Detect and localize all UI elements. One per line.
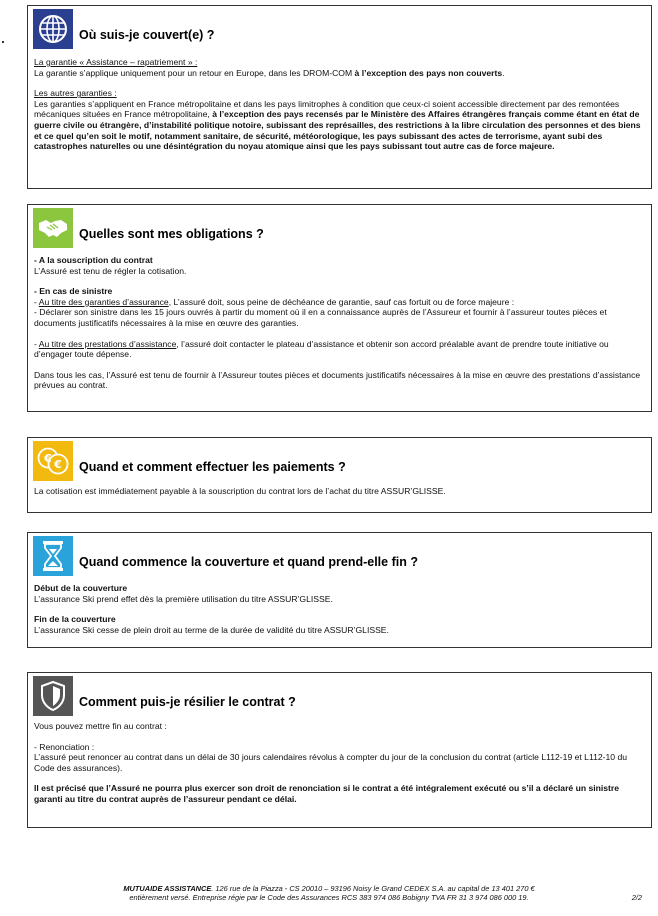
obligations-heading-1: - A la souscription du contrat — [34, 255, 153, 265]
period-heading-1: Début de la couverture — [34, 583, 128, 593]
cancel-section — [27, 672, 652, 828]
text-underlined: Au titre des prestations d’assistance — [38, 338, 177, 349]
text: Les garanties s’appliquent en France métropolitaine et dans les pays limitrophes à condition que ceux-ci soient accessible directement par des remontées mécaniques situées en France métropolitaine, — [34, 98, 620, 120]
cancel-header — [33, 676, 645, 716]
obligations-title: Quelles sont mes obligations ? — [79, 226, 264, 241]
coverage-header — [33, 9, 645, 49]
obligations-header — [33, 208, 645, 248]
shield-icon — [33, 676, 73, 716]
footer — [0, 884, 658, 903]
obligations-line-2: - Déclarer son sinistre dans les 15 jours ouvrés à partir du moment où il en a connaissance auprès de l’Assureur et fournir à l’assureur toutes pièces et documents justificatifs nécessaires à la mise en œuvre des garanties. — [34, 307, 607, 328]
text-bold: à l’exception des pays non couverts — [354, 67, 503, 78]
globe-icon — [33, 9, 73, 49]
euro-coins-icon — [33, 441, 73, 481]
text: , l’assuré doit contacter le plateau d’assistance et obtenir son accord préalable avant de prendre toute initiative ou d’engager toute dépense. — [34, 338, 609, 360]
text: - — [34, 338, 39, 349]
svg-text:€: € — [44, 452, 52, 465]
period-paragraph-1: L’assurance Ski prend effet dès la première utilisation du titre ASSUR’GLISSE. — [34, 593, 333, 604]
hourglass-icon — [33, 536, 73, 576]
period-title: Quand commence la couverture et quand prend-elle fin ? — [79, 554, 418, 569]
obligations-paragraph-4: Dans tous les cas, l’Assuré est tenu de fournir à l’Assureur toutes pièces et documents justificatifs nécessaires à la mise en œuvre des prestations d’assistance prévues au contrat. — [34, 369, 641, 391]
period-section — [27, 532, 652, 648]
text: , L’assuré doit, sous peine de déchéance de garantie, sauf cas fortuit ou de force majeure : — [168, 296, 515, 307]
svg-text:€: € — [54, 458, 62, 471]
payments-header — [33, 441, 645, 481]
text: La garantie s’applique uniquement pour un retour en Europe, dans les DROM-COM — [34, 67, 355, 78]
cancel-paragraph-1: Vous pouvez mettre fin au contrat : — [34, 721, 167, 731]
obligations-heading-2: - En cas de sinistre — [34, 286, 113, 297]
obligations-paragraph-1: L’Assuré est tenu de régler la cotisation. — [34, 265, 187, 276]
text-bold: à l’exception des pays recensés par le Ministère des Affaires étrangères français comme étant en état de guerre civile ou étrangère, d’instabilité politique notoire, subissant des représailles, des restrictions à la libre circulation des personnes et des biens et ce quel qu’en soit le motif, notamment sanitaire, de sécurité, météorologique, les pays subissant des actes de terrorisme, ayant subi des catastrophes naturelles ou une désintégration du noyau atomique ainsi que les pays subissant tout autre cas de force majeure. — [34, 109, 641, 152]
payments-section — [27, 437, 652, 513]
margin-mark — [2, 41, 4, 43]
footer-address: . 126 rue de la Piazza - CS 20010 – 93196 Noisy le Grand CEDEX S.A. au capital de 13 401 270 € — [211, 884, 535, 893]
cancel-title: Comment puis-je résilier le contrat ? — [79, 694, 296, 709]
period-paragraph-2: L’assurance Ski cesse de plein droit au terme de la durée de validité du titre ASSUR’GLISSE. — [34, 624, 389, 635]
period-header — [33, 536, 645, 576]
footer-company: MUTUAIDE ASSISTANCE — [123, 884, 212, 893]
footer-line-1 — [0, 884, 658, 893]
cancel-paragraph-4: Il est précisé que l’Assuré ne pourra plus exercer son droit de renonciation si le contrat a été intégralement exécuté ou s’il a déclaré un sinistre garanti au titre du contrat auprès de l’assureur pendant ce délai. — [34, 783, 620, 804]
coverage-subtitle-2: Les autres garanties : — [34, 88, 117, 99]
page-number: 2/2 — [631, 893, 642, 902]
coverage-paragraph-1 — [34, 68, 645, 79]
text: . — [502, 67, 505, 78]
cancel-paragraph-3: L’assuré peut renoncer au contrat dans un délai de 30 jours calendaires révolus à compter du jour de la conclusion du contrat (article L112-19 et L112-10 du Code des assurances). — [34, 752, 628, 773]
period-heading-2: Fin de la couverture — [34, 614, 116, 625]
footer-line-2: entièrement versé. Entreprise régie par le Code des Assurances RCS 383 974 086 Bobigny TVA FR 31 3 974 086 000 19. — [129, 893, 529, 903]
coverage-subtitle-1: La garantie « Assistance – rapatriement » : — [34, 57, 198, 67]
text: - — [34, 296, 39, 307]
cancel-paragraph-2: - Renonciation : — [34, 741, 95, 752]
obligations-line-3 — [34, 339, 645, 360]
coverage-paragraph-2 — [34, 99, 645, 152]
obligations-section — [27, 204, 652, 412]
obligations-line-1 — [34, 297, 645, 308]
payments-title: Quand et comment effectuer les paiements ? — [79, 459, 346, 474]
text-underlined: Au titre des garanties d’assurance — [38, 296, 169, 307]
coverage-section — [27, 5, 652, 189]
coverage-title: Où suis-je couvert(e) ? — [79, 27, 215, 42]
payments-paragraph-1: La cotisation est immédiatement payable à la souscription du contrat lors de l’achat du titre ASSUR’GLISSE. — [34, 486, 446, 496]
handshake-icon — [33, 208, 73, 248]
